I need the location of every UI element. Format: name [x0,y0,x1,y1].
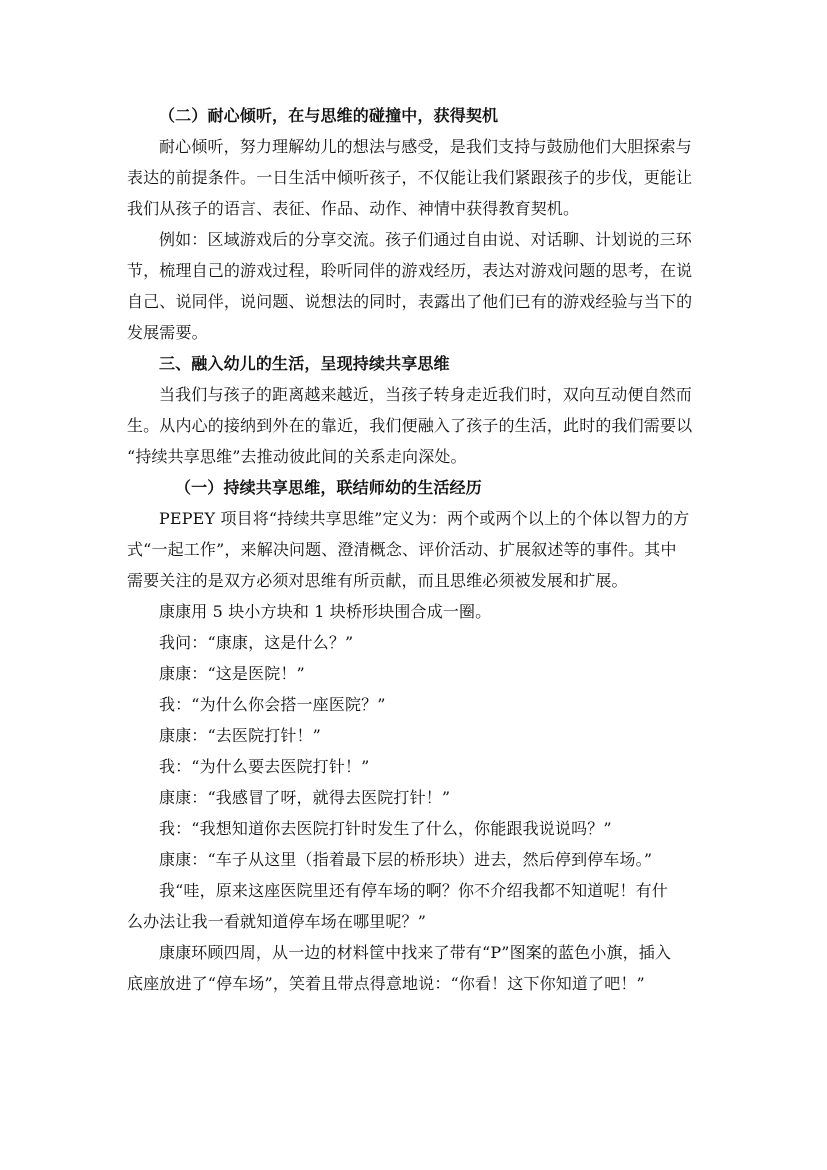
paragraph-line: 发展需要。 [127,323,208,342]
dialogue-line: 我：“我想知道你去医院打针时发生了什么，你能跟我说说吗？” [159,819,612,838]
section-heading: （二）耐心倾听，在与思维的碰撞中，获得契机 [159,106,499,125]
paragraph-line: 么办法让我一看就知道停车场在哪里呢？” [127,912,427,931]
paragraph-line: 耐心倾听，努力理解幼儿的想法与感受，是我们支持与鼓励他们大胆探索与 [159,137,692,156]
paragraph-line: 底座放进了“停车场”，笑着且带点得意地说：“你看！这下你知道了吧！” [127,974,645,993]
paragraph-line: 式“一起工作”，来解决问题、澄清概念、评价活动、扩展叙述等的事件。其中 [127,540,677,559]
paragraph-line: 康康用 5 块小方块和 1 块桥形块围合成一圈。 [159,602,492,621]
dialogue-line: 康康：“去医院打针！” [159,726,322,745]
paragraph [127,224,700,348]
paragraph-line: 当我们与孩子的距离越来越近，当孩子转身走近我们时，双向互动便自然而 [159,385,692,404]
dialogue-line: 康康：“这是医院！” [159,664,305,683]
paragraph-line: 自己、说同伴，说问题、说想法的同时，表露出了他们已有的游戏经验与当下的 [127,292,693,311]
paragraph-line: “持续共享思维”去推动彼此间的关系走向深处。 [127,447,467,466]
dialogue-line: 我：“为什么你会搭一座医院？” [159,695,386,714]
paragraph-line: 节，梳理自己的游戏过程，聆听同伴的游戏经历，表达对游戏问题的思考，在说 [127,261,693,280]
paragraph [127,503,700,596]
paragraph-line: 康康环顾四周，从一边的材料筐中找来了带有“P”图案的蓝色小旗，插入 [159,943,672,962]
paragraph-line: 我们从孩子的语言、表征、作品、动作、神情中获得教育契机。 [127,199,580,218]
dialogue-line: 我：“为什么要去医院打针！” [159,757,370,776]
dialogue-line: 我“哇，原来这座医院里还有停车场的啊？你不介绍我都不知道呢！有什 [159,881,668,900]
paragraph-line: 生。从内心的接纳到外在的靠近，我们便融入了孩子的生活，此时的我们需要以 [127,416,693,435]
dialogue-line: 我问：“康康，这是什么？” [159,633,354,652]
paragraph-line: 例如：区域游戏后的分享交流。孩子们通过自由说、对话聊、计划说的三环 [159,230,692,249]
paragraph-line: PEPEY 项目将“持续共享思维”定义为：两个或两个以上的个体以智力的方 [159,509,690,528]
paragraph-line: 需要关注的是双方必须对思维有所贡献，而且思维必须被发展和扩展。 [127,571,628,590]
paragraph [127,131,700,224]
paragraph [127,875,700,937]
paragraph-line: 表达的前提条件。一日生活中倾听孩子，不仅能让我们紧跟孩子的步伐，更能让 [127,168,693,187]
paragraph [127,379,700,472]
document-body [127,100,700,999]
section-heading: 三、融入幼儿的生活，呈现持续共享思维 [159,354,450,373]
section-heading: （一）持续共享思维，联结师幼的生活经历 [175,478,482,497]
paragraph [127,937,700,999]
dialogue-line: 康康：“我感冒了呀，就得去医院打针！” [159,788,451,807]
dialogue-line: 康康：“车子从这里（指着最下层的桥形块）进去，然后停到停车场。” [159,850,653,869]
